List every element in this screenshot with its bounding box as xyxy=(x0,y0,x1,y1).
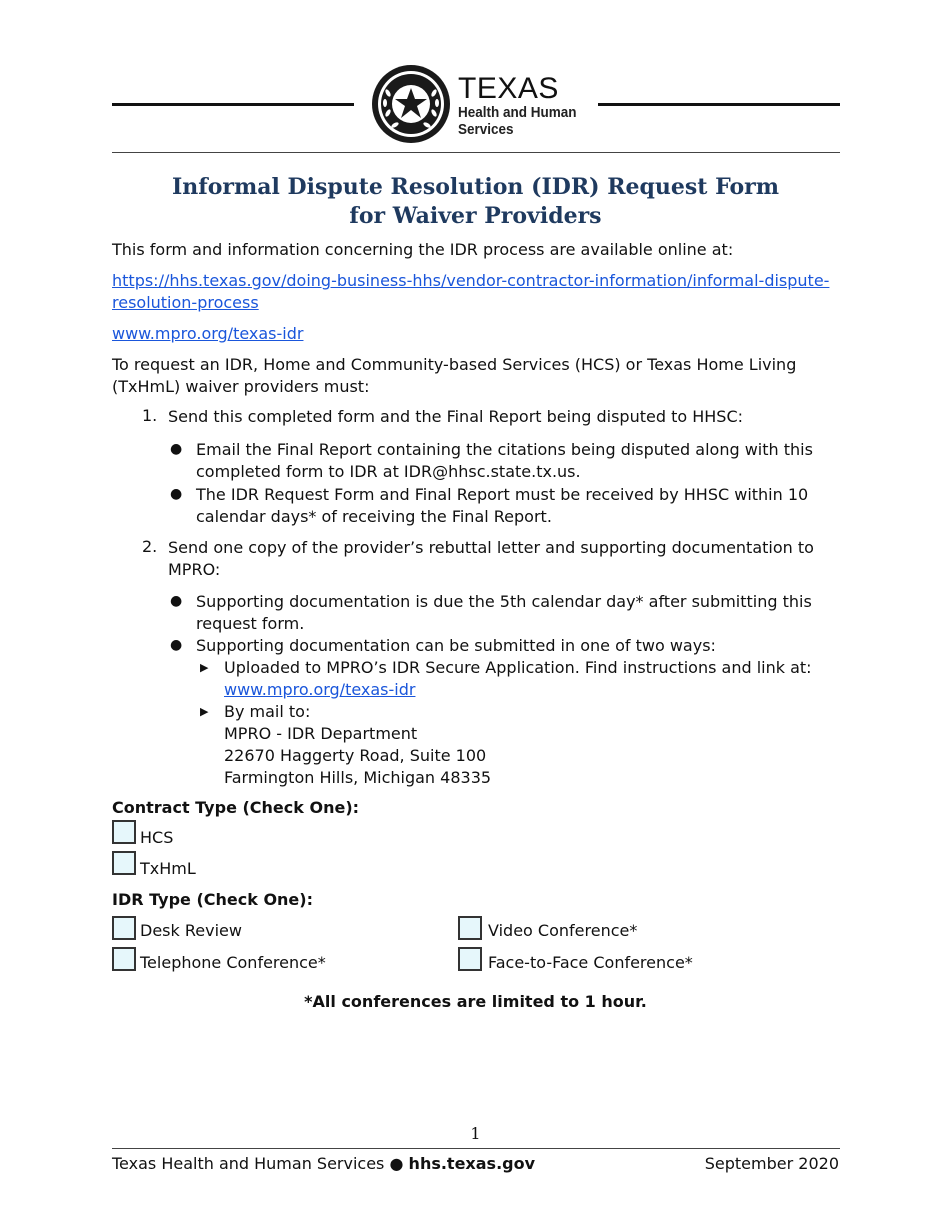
mail-address-line-2: 22670 Haggerty Road, Suite 100 xyxy=(224,746,487,765)
form-title-line-1: Informal Dispute Resolution (IDR) Request Form xyxy=(171,174,780,200)
telephone-conference-label: Telephone Conference* xyxy=(140,953,326,972)
document-page xyxy=(112,0,839,1230)
bullet-icon: ● xyxy=(170,441,183,457)
arrow-right-icon: ▶ xyxy=(200,661,209,674)
header-divider xyxy=(112,152,840,153)
hcs-checkbox[interactable] xyxy=(112,820,136,844)
step-1-bullet-2-line-2: calendar days* of receiving the Final Report. xyxy=(196,507,552,526)
footer-site: hhs.texas.gov xyxy=(408,1154,536,1173)
request-text xyxy=(112,354,839,398)
mpro-link[interactable]: www.mpro.org/texas-idr xyxy=(112,324,304,343)
arrow-right-icon: ▶ xyxy=(200,705,209,718)
header-line-right xyxy=(598,103,840,106)
intro-text: This form and information concerning the IDR process are available online at: xyxy=(112,240,734,259)
step-1-number: 1. xyxy=(142,406,158,425)
step-2-bullet-1-line-2: request form. xyxy=(196,614,305,633)
step-2-bullet-1-line-1: Supporting documentation is due the 5th calendar day* after submitting this xyxy=(196,592,812,611)
step-2-subitem-2 xyxy=(224,701,834,789)
step-2-line-1: Send one copy of the provider’s rebuttal letter and supporting documentation to xyxy=(168,538,814,557)
subitem-2-line-1: By mail to: xyxy=(224,702,311,721)
step-1-bullet-1-line-2: completed form to IDR at IDR@hhsc.state.tx.us. xyxy=(196,462,581,481)
desk-review-checkbox[interactable] xyxy=(112,916,136,940)
footer-org xyxy=(112,1154,535,1173)
face-to-face-conference-label: Face-to-Face Conference* xyxy=(488,953,693,972)
mpro-link-block xyxy=(112,323,839,345)
footer-org-name: Texas Health and Human Services xyxy=(112,1154,385,1173)
hcs-label: HCS xyxy=(140,828,174,847)
footer-divider xyxy=(112,1148,840,1149)
step-2-bullet-2: Supporting documentation can be submitted in one of two ways: xyxy=(196,636,716,655)
step-2-subitem-1 xyxy=(224,657,834,701)
mail-address-line-1: MPRO - IDR Department xyxy=(224,724,418,743)
footer-separator: ● xyxy=(389,1154,404,1173)
step-2-bullet-1 xyxy=(196,591,826,635)
hhs-idr-link[interactable] xyxy=(112,271,829,312)
step-2-number: 2. xyxy=(142,537,158,556)
form-title xyxy=(112,173,839,231)
txhml-label: TxHmL xyxy=(140,859,196,878)
texas-seal-icon xyxy=(371,63,451,145)
agency-logo-text xyxy=(458,74,590,138)
form-title-line-2: for Waiver Providers xyxy=(349,203,602,229)
desk-review-label: Desk Review xyxy=(140,921,242,940)
hhs-link-line-2: resolution-process xyxy=(112,293,259,312)
idr-type-heading: IDR Type (Check One): xyxy=(112,890,313,909)
step-2-line-2: MPRO: xyxy=(168,560,221,579)
header-line-left xyxy=(112,103,354,106)
bullet-icon: ● xyxy=(170,637,183,653)
subitem-1-text: Uploaded to MPRO’s IDR Secure Application. Find instructions and link at: xyxy=(224,658,812,677)
step-1-bullet-2 xyxy=(196,484,826,528)
page-number: 1 xyxy=(470,1124,481,1143)
logo-line-1: Health and Human xyxy=(458,104,577,121)
footer-date: September 2020 xyxy=(704,1154,839,1173)
hhs-link-block xyxy=(112,270,839,314)
mail-address-line-3: Farmington Hills, Michigan 48335 xyxy=(224,768,492,787)
bullet-icon: ● xyxy=(170,486,183,502)
step-1-text: Send this completed form and the Final Report being disputed to HHSC: xyxy=(168,407,743,426)
conference-time-note: *All conferences are limited to 1 hour. xyxy=(304,992,647,1011)
step-1-bullet-2-line-1: The IDR Request Form and Final Report must be received by HHSC within 10 xyxy=(196,485,809,504)
request-line-1: To request an IDR, Home and Community-based Services (HCS) or Texas Home Living xyxy=(112,355,797,374)
mpro-secure-app-link[interactable]: www.mpro.org/texas-idr xyxy=(224,680,416,699)
step-2-text xyxy=(168,537,818,581)
step-1-bullet-1 xyxy=(196,439,826,483)
request-line-2: (TxHmL) waiver providers must: xyxy=(112,377,370,396)
step-1-bullet-1-line-1: Email the Final Report containing the citations being disputed along with this xyxy=(196,440,813,459)
video-conference-label: Video Conference* xyxy=(488,921,638,940)
hhs-link-line-1: https://hhs.texas.gov/doing-business-hhs/vendor-contractor-information/informal-dispute- xyxy=(112,271,830,290)
contract-type-heading: Contract Type (Check One): xyxy=(112,798,360,817)
video-conference-checkbox[interactable] xyxy=(458,916,482,940)
logo-line-2: Services xyxy=(458,121,514,138)
face-to-face-conference-checkbox[interactable] xyxy=(458,947,482,971)
bullet-icon: ● xyxy=(170,593,183,609)
logo-texas: TEXAS xyxy=(458,72,559,105)
telephone-conference-checkbox[interactable] xyxy=(112,947,136,971)
txhml-checkbox[interactable] xyxy=(112,851,136,875)
